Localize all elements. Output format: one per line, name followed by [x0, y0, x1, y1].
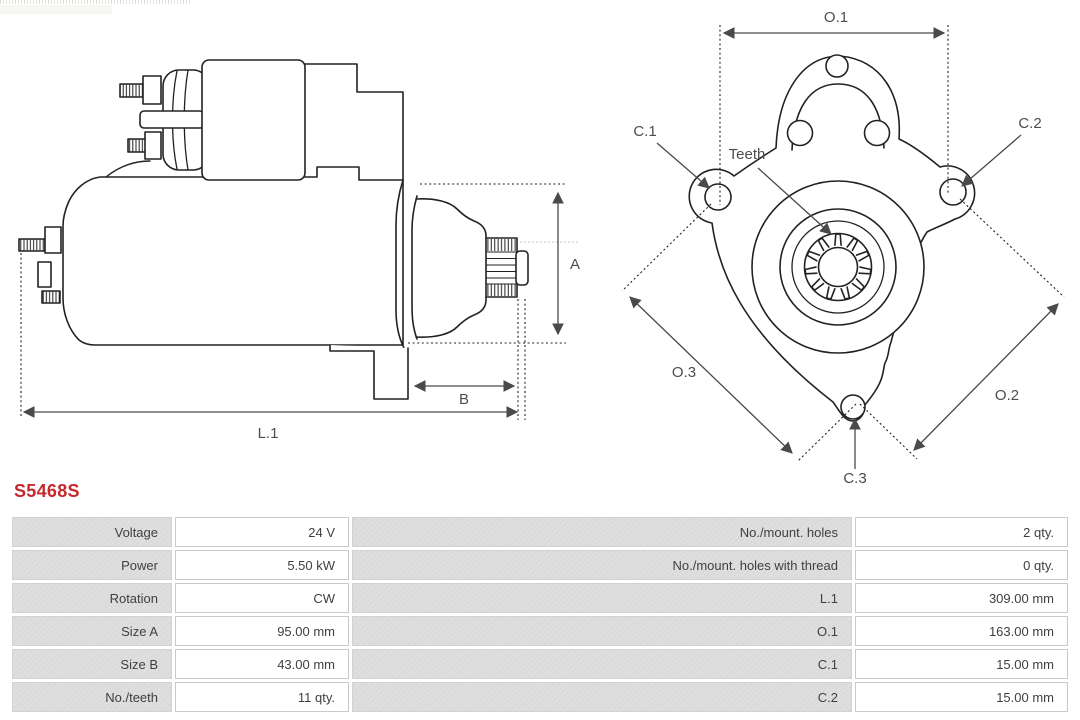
spec-label-cell: Size B — [12, 649, 172, 679]
spec-label-cell: Voltage — [12, 517, 172, 547]
spec-value-cell: 43.00 mm — [175, 649, 349, 679]
dim-label-l1: L.1 — [257, 425, 279, 442]
spec-value-cell: 24 V — [175, 517, 349, 547]
spec-table — [12, 517, 1068, 712]
spec-value-cell: 163.00 mm — [855, 616, 1068, 646]
dim-label-o3: O.3 — [671, 364, 697, 381]
dim-label-a: A — [569, 256, 581, 273]
spec-label-cell: No./mount. holes with thread — [352, 550, 852, 580]
spec-label-cell: Rotation — [12, 583, 172, 613]
flange-outline — [689, 55, 974, 421]
spec-label-cell: Power — [12, 550, 172, 580]
dim-label-c2: C.2 — [1018, 115, 1042, 132]
spec-value-cell: 309.00 mm — [855, 583, 1068, 613]
dim-label-o1: O.1 — [823, 9, 849, 26]
spec-value-cell: CW — [175, 583, 349, 613]
dim-label-o2: O.2 — [994, 387, 1020, 404]
spec-label-cell: Size A — [12, 616, 172, 646]
spec-label-cell: O.1 — [352, 616, 852, 646]
spec-label-cell: No./mount. holes — [352, 517, 852, 547]
spec-value-cell: 15.00 mm — [855, 682, 1068, 712]
teeth-label: Teeth — [728, 146, 766, 163]
spec-label-cell: No./teeth — [12, 682, 172, 712]
spec-value-cell: 15.00 mm — [855, 649, 1068, 679]
spec-value-cell: 95.00 mm — [175, 616, 349, 646]
part-number: S5468S — [14, 481, 80, 501]
spec-value-cell: 11 qty. — [175, 682, 349, 712]
spec-label-cell: L.1 — [352, 583, 852, 613]
side-view-drawing — [0, 0, 600, 470]
dim-label-c1: C.1 — [633, 123, 657, 140]
starter-motor-side-outline — [19, 60, 528, 399]
dim-label-c3: C.3 — [843, 470, 867, 487]
dim-label-b: B — [458, 391, 470, 408]
spec-label-cell: C.1 — [352, 649, 852, 679]
spec-label-cell: C.2 — [352, 682, 852, 712]
spec-value-cell: 2 qty. — [855, 517, 1068, 547]
spec-value-cell: 0 qty. — [855, 550, 1068, 580]
spec-value-cell: 5.50 kW — [175, 550, 349, 580]
front-view-drawing — [600, 0, 1080, 500]
